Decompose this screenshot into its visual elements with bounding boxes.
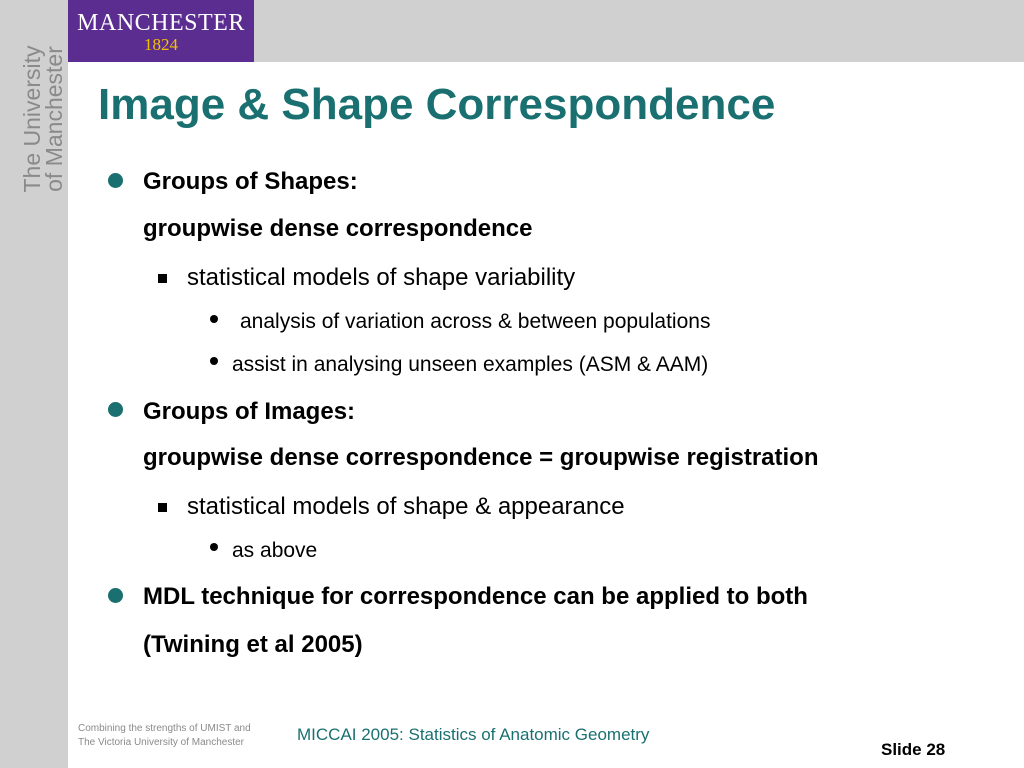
logo-wordmark: MANCHESTER [77, 10, 245, 36]
university-logo [68, 0, 254, 62]
footer-affiliation-line-2: The Victoria University of Manchester [78, 737, 244, 748]
bullet-1-sub-1: statistical models of shape variability [187, 264, 576, 291]
university-vertical-text [21, 19, 71, 219]
bullet-1-subsub-1: analysis of variation across & between populations [240, 310, 711, 333]
bullet-3-subheading: (Twining et al 2005) [143, 631, 363, 658]
small-bullet [210, 315, 218, 323]
square-bullet [158, 274, 167, 283]
bullet-2-subsub-1: as above [232, 539, 318, 562]
footer-affiliation-line-1: Combining the strengths of UMIST and [78, 723, 251, 734]
bullet-1-heading: Groups of Shapes: [143, 168, 358, 195]
slide-title: Image & Shape Correspondence [98, 80, 776, 129]
vertical-line-2: of Manchester [41, 46, 67, 192]
logo-year: 1824 [144, 35, 178, 54]
bullet-3-heading: MDL technique for correspondence can be applied to both [143, 583, 808, 610]
bullet-2-subheading: groupwise dense correspondence = groupwise registration [143, 444, 819, 471]
footer-event: MICCAI 2005: Statistics of Anatomic Geometry [297, 725, 650, 744]
bullet-dot [108, 173, 123, 188]
bullet-dot [108, 402, 123, 417]
small-bullet [210, 357, 218, 365]
bullet-1-subsub-2: assist in analysing unseen examples (ASM & AAM) [232, 353, 709, 376]
bullet-1-subheading: groupwise dense correspondence [143, 215, 533, 242]
slide-number: Slide 28 [881, 740, 946, 759]
bullet-2-sub-1: statistical models of shape & appearance [187, 493, 625, 520]
vertical-line-1: The University [19, 45, 45, 193]
small-bullet [210, 543, 218, 551]
square-bullet [158, 503, 167, 512]
bullet-dot [108, 588, 123, 603]
bullet-2-heading: Groups of Images: [143, 398, 356, 425]
footer-affiliation [78, 722, 251, 750]
